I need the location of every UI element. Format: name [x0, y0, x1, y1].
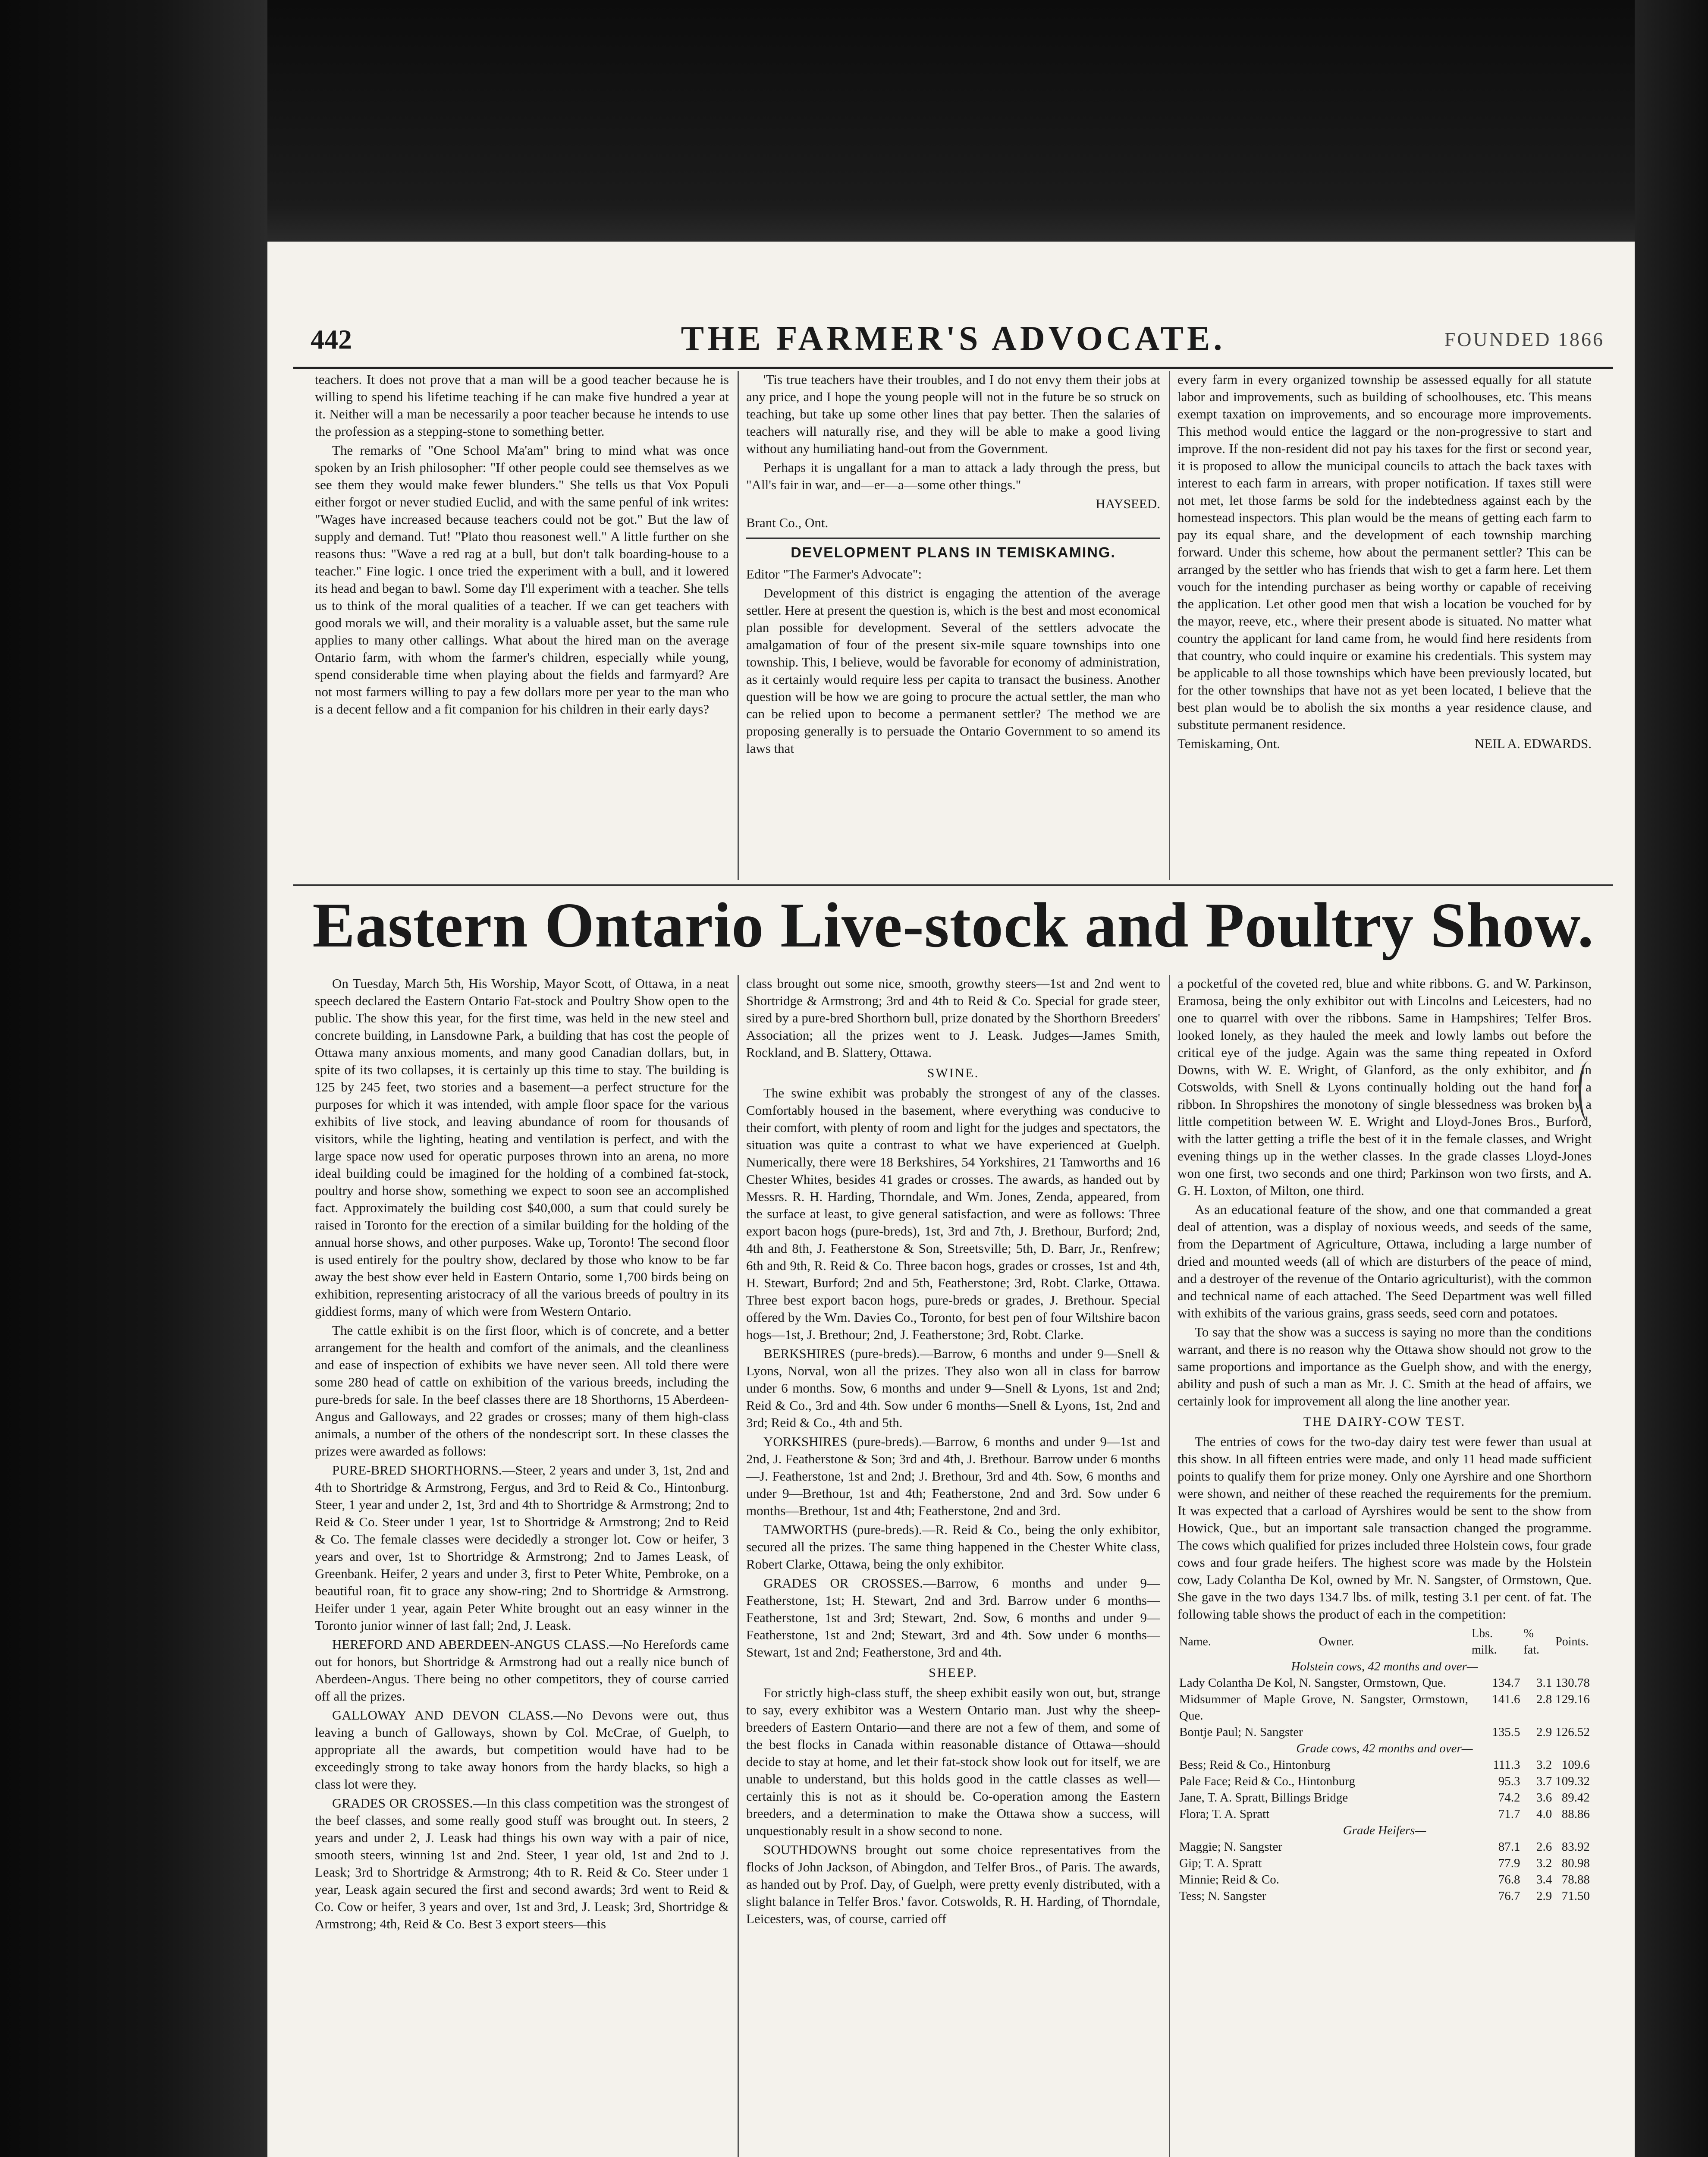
- table-cell-name: Bess; Reid & Co., Hintonburg: [1179, 1758, 1331, 1772]
- signature-row: [1177, 735, 1592, 752]
- paragraph: class brought out some nice, smooth, growthy steers—1st and 2nd went to Shortridge & Armstrong; 3rd and 4th to Reid & Co. Special for grade steer, sired by a pure-bred Shorthorn bull, prize donated by the Shorthorn Breeders' Association; all the prizes went to J. Leask. Judges—James Smith, Rockland, and B. Slattery, Ottawa.: [746, 976, 1160, 1060]
- table-cell-milk: 76.8: [1498, 1873, 1520, 1887]
- dairy-test-table: [1177, 1626, 1592, 1904]
- paragraph: YORKSHIRES (pure-breds).—Barrow, 6 months and under 9—1st and 2nd, J. Featherstone & Son; 3rd and 4th, J. Brethour. Barrow under 6 months—J. Featherstone, 1st and 2nd; J. Brethour, 3rd and 4th. Sow, 6 months and under 9—Brethour, 1st and 4th; Featherstone, 2nd and 3rd. Sow under 6 months—Brethour, 1st and 4th; Featherstone, 2nd and 3rd.: [746, 1434, 1160, 1518]
- paragraph: To say that the show was a success is saying no more than the conditions warrant, and there is no reason why the Ottawa show should not grow to the same proportions and importance as the Guelph show, and with the energy, ability and push of such a man as Mr. J. C. Smith at the head of affairs, we certainly look for improvement all along the line another year.: [1177, 1324, 1592, 1409]
- table-cell-fat: 3.7: [1536, 1774, 1552, 1788]
- table-header: Name.: [1179, 1635, 1211, 1648]
- table-cell-fat: 2.9: [1536, 1725, 1552, 1739]
- table-cell-fat: 3.1: [1536, 1676, 1552, 1690]
- table-group-label: Holstein cows, 42 months and over—: [1291, 1660, 1478, 1673]
- section-heading-swine: SWINE.: [927, 1066, 980, 1080]
- table-cell-name: Maggie; N. Sangster: [1179, 1840, 1283, 1854]
- table-row: [1177, 1757, 1592, 1773]
- paragraph: every farm in every organized township be assessed equally for all statute labor and improvements, such as building of schoolhouses, etc. This means exempt taxation on improvements, and so encourage more improvements. This method would entice the laggard or the non-progressive to start and improve. If the non-resident did not pay his taxes for the first or second year, it is proposed to allow the municipal councils to attach the back taxes with interest to each farm in arrears, with proper notification. If taxes still were not met, let those farms be sold for the indebtedness against each by the homestead inspectors. This plan would be the means of getting each farm to pay its equal share, and the development of each township marching forward. Under this scheme, how about the permanent settler? This can be arranged by the settler who has friends that wish to get a farm here. Let them vouch for the intending purchaser as being worthy or capable of receiving the application. Let other good men that wish a location be vouched for by the mayor, reeve, etc., where their present abode is situated. No matter what country the applicant for land came from, he would find here residents from that country, who could inquire or examine his credentials. This system may be applicable to all those townships which have been previously located, but for the other townships that have not as yet been located, I believe that the best plan would be to abolish the six months a year residence clause, and substitute permanent residence.: [1177, 372, 1592, 732]
- table-cell-fat: 3.2: [1536, 1758, 1552, 1772]
- table-cell-fat: 3.6: [1536, 1791, 1552, 1805]
- bottom-column-1: [315, 975, 729, 2157]
- table-cell-milk: 134.7: [1492, 1676, 1520, 1690]
- table-row: [1177, 1691, 1592, 1724]
- paragraph: BERKSHIRES (pure-breds).—Barrow, 6 months and under 9—Snell & Lyons, Norval, won all the prizes. They also won all in class for barrow under 6 months. Sow, 6 months and under 9—Snell & Lyons, 1st and 2nd; Reid & Co., 3rd and 4th. Sow under 6 months—Snell & Lyons, 1st, 2nd and 3rd; Reid & Co., 4th and 5th.: [746, 1346, 1160, 1430]
- table-group-label: Grade Heifers—: [1343, 1824, 1426, 1837]
- column-divider: [1169, 975, 1170, 2157]
- table-row: [1177, 1789, 1592, 1806]
- paragraph: On Tuesday, March 5th, His Worship, Mayor Scott, of Ottawa, in a neat speech declared the Eastern Ontario Fat-stock and Poultry Show open to the public. The show this year, for the first time, was held in the new steel and concrete building, in Lansdowne Park, a building that has cost the people of Ottawa many anxious moments, and many good Canadian dollars, but, in spite of its two collapses, it is certainly up this time to stay. The building is 125 by 245 feet, two stories and a basement—a perfect structure for the purposes for which it was intended, with ample floor space for the various exhibits of live stock, and leaving abundance of room for thousands of visitors, while the lighting, heating and ventilation is perfect, and with the large space now used for operatic purposes thrown into an arena, no more ideal building could be imagined for the holding of a combined fat-stock, poultry and horse show, something we expect to soon see an accomplished fact. Approximately the building cost $40,000, a sum that could surely be raised in Toronto for the erection of a similar building for the holding of the annual horse shows, and other purposes. Wake up, Toronto! The second floor is used entirely for the poultry show, declared by those who know to be far away the best show ever held in Eastern Ontario, some 1,700 birds being on exhibition, representing aristocracy of all the various breeds of poultry in its giddiest forms, many of which were from Western Ontario.: [315, 976, 729, 1319]
- table-cell-points: 109.32: [1555, 1774, 1590, 1788]
- signature: HAYSEED.: [1096, 496, 1160, 511]
- paper-title: THE FARMER'S ADVOCATE.: [681, 320, 1226, 358]
- founded-label: FOUNDED 1866: [1444, 328, 1604, 350]
- table-cell-name: Minnie; Reid & Co.: [1179, 1873, 1279, 1887]
- table-cell-milk: 77.9: [1498, 1856, 1520, 1870]
- paragraph: a pocketful of the coveted red, blue and white ribbons. G. and W. Parkinson, Eramosa, being the only exhibitor out with Lincolns and Leicesters, had no one to quarrel with over the ribbons. Same in Hampshires; Telfer Bros. looked lonely, as they hauled the meek and lowly lambs out before the critical eye of the judge. Again was the same thing repeated in Oxford Downs, with W. E. Wright, of Glanford, as the only exhibitor, and in Cotswolds, with Snell & Lyons continually holding out the hand for a ribbon. In Shropshires the monotony of single blessedness was broken by a little competition between W. E. Wright and Lloyd-Jones Bros., Burford, with the latter getting a trifle the best of it in the female classes, and Wright evening things up in the wether classes. In the grade classes Lloyd-Jones won one first, two seconds and one third; Parkinson won two firsts, and A. G. H. Loxton, of Milton, one third.: [1177, 976, 1592, 1198]
- table-cell-fat: 2.8: [1536, 1692, 1552, 1706]
- table-row: [1177, 1806, 1592, 1822]
- paragraph: The cattle exhibit is on the first floor, which is of concrete, and a better arrangement for the health and comfort of the animals, and the cleanliness and ease of inspection of exhibits we have never seen. All told there were some 280 head of cattle on exhibition of the various breeds, including the pure-breds for sale. In the beef classes there are 18 Shorthorns, 15 Aberdeen-Angus and Galloways, and 22 grades or crosses; many of them high-class animals, a number of the others of the nondescript sort. In these classes the prizes were awarded as follows:: [315, 1323, 729, 1459]
- table-row: [1177, 1773, 1592, 1789]
- table-header: Points.: [1555, 1635, 1589, 1648]
- top-column-3: [1177, 371, 1592, 880]
- paragraph: GRADES OR CROSSES.—In this class competition was the strongest of the beef classes, and some really good stuff was brought out. In steers, 2 years and under 2, J. Leask had things his own way with a pair of nice, smooth steers, winning 1st and 2nd. Steer, 1 year old, 1st and 2nd to J. Leask; 3rd to Shortridge & Armstrong; 4th to R. Reid & Co. Steer under 1 year, Leask again secured the first and second awards; 3rd went to Reid & Co. Cow or heifer, 3 years and over, 1st and 3rd, J. Leask; 3rd, Shortridge & Armstrong; 4th, Reid & Co. Best 3 export steers—this: [315, 1795, 729, 1931]
- table-row: [1177, 1839, 1592, 1855]
- table-cell-name: Tess; N. Sangster: [1179, 1889, 1266, 1903]
- paragraph: 'Tis true teachers have their troubles, and I do not envy them their jobs at any price, and I hope the young people will not in the future be so struck on teaching, but take up some other lines that pay better. Then the salaries of teachers will naturally rise, and they will be able to make a good living without any humiliating hand-out from the Government.: [746, 372, 1160, 456]
- table-row: [1177, 1675, 1592, 1691]
- table-row: [1177, 1724, 1592, 1740]
- table-cell-milk: 76.7: [1498, 1889, 1520, 1903]
- place-line: Temiskaming, Ont.: [1177, 736, 1281, 751]
- table-cell-points: 80.98: [1561, 1856, 1590, 1870]
- paragraph: TAMWORTHS (pure-breds).—R. Reid & Co., being the only exhibitor, secured all the prizes. The same thing happened in the Chester White class, Robert Clarke, Ottawa, being the only exhibitor.: [746, 1522, 1160, 1572]
- article-headline: Eastern Ontario Live-stock and Poultry Show.: [312, 890, 1594, 961]
- table-cell-points: 71.50: [1561, 1889, 1590, 1903]
- table-cell-points: 130.78: [1555, 1676, 1590, 1690]
- section-heading-sheep: SHEEP.: [929, 1666, 978, 1680]
- section-heading-dairy-test: THE DAIRY-COW TEST.: [1303, 1415, 1466, 1429]
- table-cell-milk: 95.3: [1498, 1774, 1520, 1788]
- table-cell-points: 109.6: [1561, 1758, 1590, 1772]
- paragraph: Development of this district is engaging the attention of the average settler. Here at present the question is, which is the best and most economical plan possible for development. Several of the settlers advocate the amalgamation of four of the present six-mile square townships into one township. This, I believe, would be favorable for economy of administration, as it certainly would require less per capita to transact the business. Another question will be how we are going to procure the actual settler, the man who can be relied upon to become a permanent settler? The method we are proposing generally is to persuade the Ontario Government to so amend its laws that: [746, 585, 1160, 756]
- paragraph: The swine exhibit was probably the strongest of any of the classes. Comfortably housed in the basement, where everything was conducive to their comfort, with plenty of room and light for the judges and spectators, the situation was quite a contrast to what we have experienced at Guelph. Numerically, there were 18 Berkshires, 54 Yorkshires, 21 Tamworths and 16 Chester Whites, besides 41 grades or crosses. The awards, as handed out by Messrs. R. H. Harding, Thorndale, and Wm. Jones, Zenda, appeared, from the surface at least, to give general satisfaction, and were as follows: Three export bacon hogs (pure-breds), 1st, 3rd and 7th, J. Brethour, Burford; 2nd, 4th and 8th, J. Featherstone & Son, Streetsville; 5th, D. Barr, Jr., Renfrew; 6th and 9th, R. Reid & Co. Three bacon hogs, grades or crosses, 1st and 4th, H. Stewart, Burford; 2nd and 5th, Featherstone; 3rd, Robt. Clarke, Ottawa. Three best export bacon hogs, pure-breds or grades, J. Brethour. Special offered by the Wm. Davies Co., Toronto, for best pen of four Wiltshire bacon hogs—1st, J. Brethour; 2nd, J. Featherstone; 3rd, Robt. Clarke.: [746, 1085, 1160, 1342]
- table-cell-fat: 3.2: [1536, 1856, 1552, 1870]
- paragraph: GRADES OR CROSSES.—Barrow, 6 months and under 9—Featherstone, 1st; H. Stewart, 2nd and 3rd. Barrow under 6 months—Featherstone, 1st and 3rd; Stewart, 2nd. Sow, 6 months and under 9—Featherstone, 1st and 2nd; Stewart, 3rd and 4th. Sow under 6 months—Stewart, 1st and 2nd; Featherstone, 3rd and 4th.: [746, 1575, 1160, 1660]
- table-group-row: [1177, 1822, 1592, 1839]
- table-cell-fat: 2.9: [1536, 1889, 1552, 1903]
- bottom-column-2: [746, 975, 1160, 2157]
- bottom-column-3: [1177, 975, 1592, 2157]
- table-row: [1177, 1855, 1592, 1871]
- table-cell-name: Gip; T. A. Spratt: [1179, 1856, 1262, 1870]
- table-row: [1177, 1888, 1592, 1904]
- microfilm-border-right: [1635, 0, 1708, 2157]
- paragraph: As an educational feature of the show, and one that commanded a great deal of attention, was a display of noxious weeds, and seeds of the same, from the Department of Agriculture, Ottawa, including a large number of dried and mounted weeds (all of which are disturbers of the peace of mind, and a destroyer of the revenue of the Ontario agriculturist), with the common and technical name of each attached. The Seed Department was well filled with exhibits of the various grains, grass seeds, seed corn and potatoes.: [1177, 1202, 1592, 1321]
- table-cell-points: 129.16: [1555, 1692, 1590, 1706]
- newspaper-page: [267, 242, 1635, 2157]
- place-line: Brant Co., Ont.: [746, 515, 829, 530]
- salutation: Editor "The Farmer's Advocate":: [746, 566, 922, 582]
- paragraph: For strictly high-class stuff, the sheep exhibit easily won out, but, strange to say, every exhibitor was a Western Ontario man. Just why the sheep-breeders of Eastern Ontario—and there are not a few of them, and some of the best flocks in Canada within reasonable distance of Ottawa—should decide to stay at home, and let their fat-stock show look out for itself, we are unable to understand, but this holds good in the cattle classes as well—certainly this is not as it should be. Co-operation among the Eastern breeders, and a determination to make the Ottawa show a success, will unquestionably result in a show second to none.: [746, 1685, 1160, 1838]
- table-cell-points: 83.92: [1561, 1840, 1590, 1854]
- table-body: [1177, 1658, 1592, 1904]
- paragraph: HEREFORD AND ABERDEEN-ANGUS CLASS.—No Herefords came out for honors, but Shortridge & Armstrong had out a really nice bunch of Aberdeen-Angus. There being no other competitors, they of course carried off all the prizes.: [315, 1637, 729, 1704]
- table-cell-milk: 141.6: [1492, 1692, 1520, 1706]
- table-cell-name: Bontje Paul; N. Sangster: [1179, 1725, 1303, 1739]
- masthead: [293, 315, 1613, 369]
- table-cell-name: Midsummer of Maple Grove, N. Sangster, Ormstown, Que.: [1179, 1692, 1468, 1723]
- table-cell-milk: 111.3: [1493, 1758, 1520, 1772]
- table-group-label: Grade cows, 42 months and over—: [1296, 1742, 1473, 1755]
- table-cell-name: Lady Colantha De Kol, N. Sangster, Ormstown, Que.: [1179, 1676, 1447, 1690]
- table-cell-fat: 4.0: [1536, 1807, 1552, 1821]
- table-header-row: [1177, 1626, 1592, 1658]
- table-cell-name: Flora; T. A. Spratt: [1179, 1807, 1270, 1821]
- table-cell-milk: 87.1: [1498, 1840, 1520, 1854]
- table-cell-points: 89.42: [1561, 1791, 1590, 1805]
- paragraph: GALLOWAY AND DEVON CLASS.—No Devons were out, thus leaving a bunch of Galloways, shown by Col. McCrae, of Guelph, to appropriate all the awards, but competition would have had to be exceedingly strong to take away honors from the hardy blacks, so high a class lot were they.: [315, 1707, 729, 1792]
- paragraph: teachers. It does not prove that a man will be a good teacher because he is willing to spend his lifetime teaching if he can make five hundred a year at it. Neither will a man be necessarily a poor teacher because he intends to use the profession as a stepping-stone to something better.: [315, 372, 729, 439]
- table-cell-fat: 3.4: [1536, 1873, 1552, 1887]
- table-cell-points: 78.88: [1561, 1873, 1590, 1887]
- paragraph: Perhaps it is ungallant for a man to attack a lady through the press, but "All's fair in war, and—er—a—some other things.": [746, 460, 1160, 492]
- column-divider: [1169, 371, 1170, 880]
- page-number: 442: [311, 324, 352, 355]
- table-header: Lbs. milk.: [1472, 1627, 1497, 1657]
- binding-hole: [1579, 1061, 1598, 1122]
- microfilm-border-left: [0, 0, 267, 2157]
- table-group-row: [1177, 1740, 1592, 1757]
- table-header: % fat.: [1523, 1627, 1540, 1657]
- paragraph: SOUTHDOWNS brought out some choice representatives from the flocks of John Jackson, of Abingdon, and Telfer Bros., of Paris. The awards, as handed out by Prof. Day, of Guelph, were pretty evenly distributed, with a slight balance in Telfer Bros.' favor. Cotswolds, R. H. Harding, of Thorndale, Leicesters, was, of course, carried off: [746, 1842, 1160, 1926]
- table-header: Owner.: [1319, 1635, 1354, 1648]
- column-divider: [738, 371, 739, 880]
- section-rule: [293, 884, 1613, 886]
- table-group-row: [1177, 1658, 1592, 1675]
- table-cell-points: 88.86: [1561, 1807, 1590, 1821]
- paragraph: The entries of cows for the two-day dairy test were fewer than usual at this show. In all fifteen entries were made, and only 11 head made sufficient points to qualify them for prize money. Only one Ayrshire and one Shorthorn were shown, and neither of these reached the requirements for the premium. It was expected that a carload of Ayrshires would be sent to the show from Howick, Que., but an important sale transaction changed the programme. The cows which qualified for prizes included three Holstein cows, four grade cows and four grade heifers. The highest score was made by the Holstein cow, Lady Colantha De Kol, owned by Mr. N. Sangster, of Ormstown, Que. She gave in the two days 134.7 lbs. of milk, testing 3.1 per cent. of fat. The following table shows the product of each in the competition:: [1177, 1434, 1592, 1622]
- top-column-1: [315, 371, 729, 880]
- table-cell-name: Pale Face; Reid & Co., Hintonburg: [1179, 1774, 1355, 1788]
- article-heading: DEVELOPMENT PLANS IN TEMISKAMING.: [746, 538, 1160, 561]
- table-cell-fat: 2.6: [1536, 1840, 1552, 1854]
- top-column-2: [746, 371, 1160, 880]
- table-cell-milk: 135.5: [1492, 1725, 1520, 1739]
- table-cell-name: Jane, T. A. Spratt, Billings Bridge: [1179, 1791, 1348, 1805]
- table-cell-points: 126.52: [1555, 1725, 1590, 1739]
- table-row: [1177, 1871, 1592, 1888]
- table-cell-milk: 71.7: [1498, 1807, 1520, 1821]
- paragraph: PURE-BRED SHORTHORNS.—Steer, 2 years and under 3, 1st, 2nd and 4th to Shortridge & Armstrong, Fergus, and 3rd to Reid & Co., Hintonburg. Steer, 1 year and under 2, 1st, 3rd and 4th to Shortridge & Armstrong; 2nd to Reid & Co. Steer under 1 year, 1st to Shortridge & Armstrong; 2nd to Reid & Co. The female classes were decidedly a stronger lot. Cow or heifer, 3 years and over, 1st to Shortridge & Armstrong; 2nd to James Leask, of Greenbank. Heifer, 2 years and under 3, first to Peter White, Pembroke, on a beautiful roan, fit to grace any show-ring; 2nd to Shortridge & Armstrong. Heifer under 1 year, again Peter White brought out an easy winner in the Toronto junior winner of last fall; 2nd, J. Leask.: [315, 1462, 729, 1633]
- table-cell-milk: 74.2: [1498, 1791, 1520, 1805]
- paragraph: The remarks of "One School Ma'am" bring to mind what was once spoken by an Irish philosopher: "If other people could see themselves as we see them they would make fewer blunders." She tells us that Vox Populi either forgot or never studied Euclid, and with the same penful of ink writes: "Wages have increased because teachers could not be got." But the law of supply and demand. Tut! "Plato thou reasonest well." A little further on she reasons thus: "Wave a red rag at a bull, but don't talk boarding-house to a teacher." Fine logic. I once tried the experiment with a bull, and it lowered its head and began to bawl. Some day I'll experiment with a teacher. She tells us to think of the moral qualities of a teacher. If we can get teachers with good morals we will, and their morality is a valuable asset, but the same rule applies to many other callings. What about the hired man on the average Ontario farm, with whom the farmer's children, especially while young, spend considerable time when playing about the fields and farmyard? Are not most farmers willing to pay a few dollars more per year to the man who is a decent fellow and a fit companion for his children in their early days?: [315, 443, 729, 717]
- column-divider: [738, 975, 739, 2157]
- signature: NEIL A. EDWARDS.: [1475, 736, 1592, 751]
